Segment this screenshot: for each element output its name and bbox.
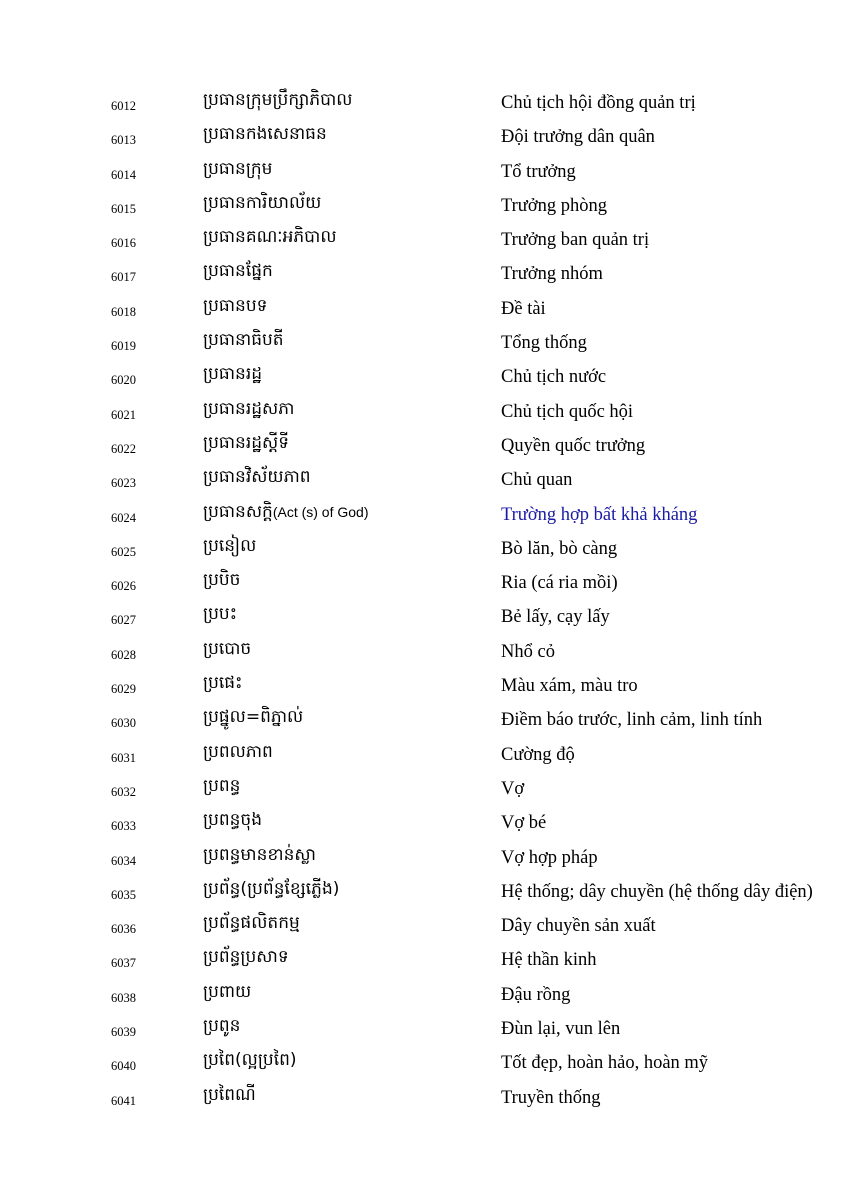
khmer-text: ប្រធានាធិបតី <box>203 330 284 351</box>
entry-row <box>0 395 848 429</box>
khmer-text: ប្រព័ន្ធប្រសាទ <box>203 947 289 968</box>
entry-row <box>0 703 848 737</box>
entry-number: 6039 <box>111 1025 136 1040</box>
entry-vietnamese-translation: Quyền quốc trưởng <box>501 435 646 456</box>
entry-number: 6022 <box>111 441 136 456</box>
khmer-text: ប្រធានក្រុម <box>203 158 273 179</box>
entry-khmer-term <box>203 1015 240 1037</box>
entry-number: 6013 <box>111 133 136 148</box>
khmer-text: ប្រធានបទ <box>203 295 268 316</box>
entry-row <box>0 498 848 532</box>
entry-vietnamese-translation: Tổ trưởng <box>501 161 576 182</box>
entry-row <box>0 1012 848 1046</box>
entry-vietnamese-translation: Đậu rồng <box>501 984 571 1005</box>
entry-row <box>0 86 848 120</box>
entry-number: 6030 <box>111 716 136 731</box>
entry-number: 6016 <box>111 236 136 251</box>
entry-vietnamese-translation: Đùn lại, vun lên <box>501 1019 621 1040</box>
entry-row <box>0 257 848 291</box>
khmer-text: ប្រធានផ្នែក <box>203 261 273 282</box>
entry-row <box>0 600 848 634</box>
entry-number: 6018 <box>111 304 136 319</box>
entry-khmer-term <box>203 535 256 557</box>
entry-number: 6014 <box>111 167 136 182</box>
entry-khmer-term <box>203 912 300 934</box>
entry-number: 6017 <box>111 270 136 285</box>
entry-number: 6036 <box>111 922 136 937</box>
entry-number: 6031 <box>111 750 136 765</box>
entry-list <box>0 86 848 1115</box>
entry-khmer-term <box>203 295 267 317</box>
entry-khmer-term <box>203 329 284 351</box>
khmer-text: ប្រធានគណៈអភិបាល <box>203 227 337 248</box>
entry-row <box>0 463 848 497</box>
entry-khmer-term <box>203 123 327 145</box>
entry-number: 6019 <box>111 339 136 354</box>
entry-khmer-term <box>203 844 316 866</box>
khmer-text: ប្រផេះ <box>203 673 243 694</box>
entry-khmer-term <box>203 158 272 180</box>
entry-khmer-term <box>203 775 240 797</box>
entry-vietnamese-translation: Màu xám, màu tro <box>501 676 638 697</box>
khmer-text: ប្រធានរដ្ឋស្តីទី <box>203 432 289 453</box>
khmer-text: ប្រធានក្រុមប្រឹក្សាភិបាល <box>203 90 353 110</box>
entry-vietnamese-translation: Hệ thống; dây chuyền (hệ thống dây điện) <box>501 881 813 902</box>
entry-number: 6020 <box>111 373 136 388</box>
khmer-text: ប្រព័ន្ធ(ប្រព័ន្ធខ្សែភ្លើង) <box>203 878 340 899</box>
entry-row <box>0 532 848 566</box>
entry-vietnamese-translation: Trưởng nhóm <box>501 264 603 285</box>
khmer-text: ប្របះ <box>203 604 238 625</box>
entry-number: 6024 <box>111 510 136 525</box>
khmer-text: ប្រពន្ធចុង <box>203 810 263 831</box>
entry-khmer-term <box>203 226 337 248</box>
khmer-text: ប្រពៃ(ល្អប្រពៃ) <box>203 1050 297 1071</box>
entry-khmer-term <box>203 638 251 660</box>
entry-vietnamese-translation: Bẻ lấy, cạy lấy <box>501 607 610 628</box>
entry-vietnamese-translation: Chủ quan <box>501 470 573 491</box>
entry-row <box>0 635 848 669</box>
entry-vietnamese-translation: Truyền thống <box>501 1087 601 1108</box>
entry-vietnamese-translation: Trưởng phòng <box>501 195 607 216</box>
entry-row <box>0 155 848 189</box>
entry-row <box>0 806 848 840</box>
entry-row <box>0 223 848 257</box>
entry-khmer-term <box>203 569 240 591</box>
entry-row <box>0 429 848 463</box>
entry-khmer-term <box>203 1084 256 1106</box>
entry-row <box>0 841 848 875</box>
entry-row <box>0 120 848 154</box>
entry-row <box>0 875 848 909</box>
entry-row <box>0 292 848 326</box>
khmer-text: ប្រធានវិស័យភាព <box>203 467 311 488</box>
entry-vietnamese-translation: Vợ bé <box>501 813 547 834</box>
entry-khmer-term <box>203 260 273 282</box>
khmer-text: ប្របិច <box>203 570 241 591</box>
entry-khmer-term <box>203 741 273 763</box>
khmer-text: ប្រព័ន្ធផលិតកម្ម <box>203 913 300 934</box>
entry-number: 6029 <box>111 682 136 697</box>
entry-row <box>0 909 848 943</box>
entry-number: 6038 <box>111 990 136 1005</box>
entry-row <box>0 189 848 223</box>
entry-vietnamese-translation: Nhổ cỏ <box>501 641 555 662</box>
entry-number: 6012 <box>111 99 136 113</box>
entry-vietnamese-translation: Tổng thống <box>501 333 587 354</box>
khmer-text: ប្រនៀល <box>203 535 257 556</box>
entry-vietnamese-translation: Ria (cá ria mồi) <box>501 573 618 594</box>
entry-vietnamese-translation: Đội trưởng dân quân <box>501 127 655 148</box>
entry-vietnamese-translation: Cường độ <box>501 744 575 765</box>
entry-vietnamese-translation: Trường hợp bất khả kháng <box>501 504 698 525</box>
entry-number: 6021 <box>111 407 136 422</box>
entry-khmer-term <box>203 432 289 454</box>
entry-vietnamese-translation: Vợ <box>501 778 525 799</box>
entry-khmer-term <box>203 363 262 385</box>
khmer-text: ប្រធានការិយាល័យ <box>203 192 322 213</box>
entry-number: 6035 <box>111 887 136 902</box>
entry-number: 6027 <box>111 613 136 628</box>
entry-number: 6026 <box>111 579 136 594</box>
entry-vietnamese-translation: Tốt đẹp, hoàn hảo, hoàn mỹ <box>501 1053 709 1074</box>
entry-vietnamese-translation: Trưởng ban quản trị <box>501 230 650 251</box>
khmer-text: ប្រធានកងសេនាធន <box>203 124 327 145</box>
entry-row <box>0 1081 848 1115</box>
entry-number: 6025 <box>111 544 136 559</box>
entry-number: 6032 <box>111 784 136 799</box>
entry-khmer-term <box>203 398 294 420</box>
entry-row <box>0 1046 848 1080</box>
entry-khmer-term <box>203 89 353 111</box>
entry-khmer-term <box>203 603 237 625</box>
entry-khmer-term <box>203 878 339 900</box>
entry-vietnamese-translation: Chủ tịch hội đồng quản trị <box>501 93 696 113</box>
entry-vietnamese-translation: Hệ thần kinh <box>501 950 597 971</box>
khmer-text: ប្រធានរដ្ឋសភា <box>203 398 295 419</box>
entry-vietnamese-translation: Chủ tịch quốc hội <box>501 401 634 422</box>
entry-khmer-term <box>203 1049 297 1071</box>
entry-number: 6028 <box>111 647 136 662</box>
entry-row <box>0 326 848 360</box>
khmer-text: ប្រពូន <box>203 1016 241 1037</box>
entry-row <box>0 772 848 806</box>
entry-row <box>0 738 848 772</box>
entry-vietnamese-translation: Dây chuyền sản xuất <box>501 916 656 937</box>
khmer-text: ប្រពលភាព <box>203 741 273 762</box>
entry-vietnamese-translation: Chủ tịch nước <box>501 367 607 388</box>
entry-khmer-term <box>203 946 289 968</box>
entry-number: 6015 <box>111 201 136 216</box>
entry-row <box>0 978 848 1012</box>
entry-khmer-term <box>203 501 369 523</box>
entry-vietnamese-translation: Đề tài <box>501 298 546 319</box>
khmer-latin-gloss: (Act (s) of God) <box>272 503 369 520</box>
khmer-text: ប្រពាយ <box>203 981 252 1002</box>
khmer-text: ប្រពន្ធ <box>203 775 241 796</box>
entry-khmer-term <box>203 981 251 1003</box>
khmer-text: ប្រធានសក្តិ <box>203 501 273 522</box>
khmer-text: ប្រធានរដ្ឋ <box>203 364 263 385</box>
entry-vietnamese-translation: Bò lăn, bò càng <box>501 538 618 559</box>
entry-number: 6023 <box>111 476 136 491</box>
khmer-text: ប្រពៃណី <box>203 1084 256 1105</box>
entry-number: 6041 <box>111 1093 136 1108</box>
entry-khmer-term <box>203 466 311 488</box>
entry-khmer-term <box>203 192 321 214</box>
khmer-text: ប្របោច <box>203 638 252 659</box>
entry-vietnamese-translation: Vợ hợp pháp <box>501 847 598 868</box>
khmer-text: ប្រពន្ធមានខាន់ស្លា <box>203 844 316 865</box>
entry-row <box>0 669 848 703</box>
entry-number: 6034 <box>111 853 136 868</box>
entry-khmer-term <box>203 809 262 831</box>
entry-number: 6037 <box>111 956 136 971</box>
entry-khmer-term <box>203 672 243 694</box>
entry-vietnamese-translation: Điềm báo trước, linh cảm, linh tính <box>501 710 763 731</box>
entry-number: 6040 <box>111 1059 136 1074</box>
entry-row <box>0 566 848 600</box>
entry-row <box>0 360 848 394</box>
entry-khmer-term <box>203 706 303 728</box>
entry-row <box>0 943 848 977</box>
khmer-text: ប្រផ្នូល=ពិភ្នាល់ <box>203 707 304 728</box>
entry-number: 6033 <box>111 819 136 834</box>
